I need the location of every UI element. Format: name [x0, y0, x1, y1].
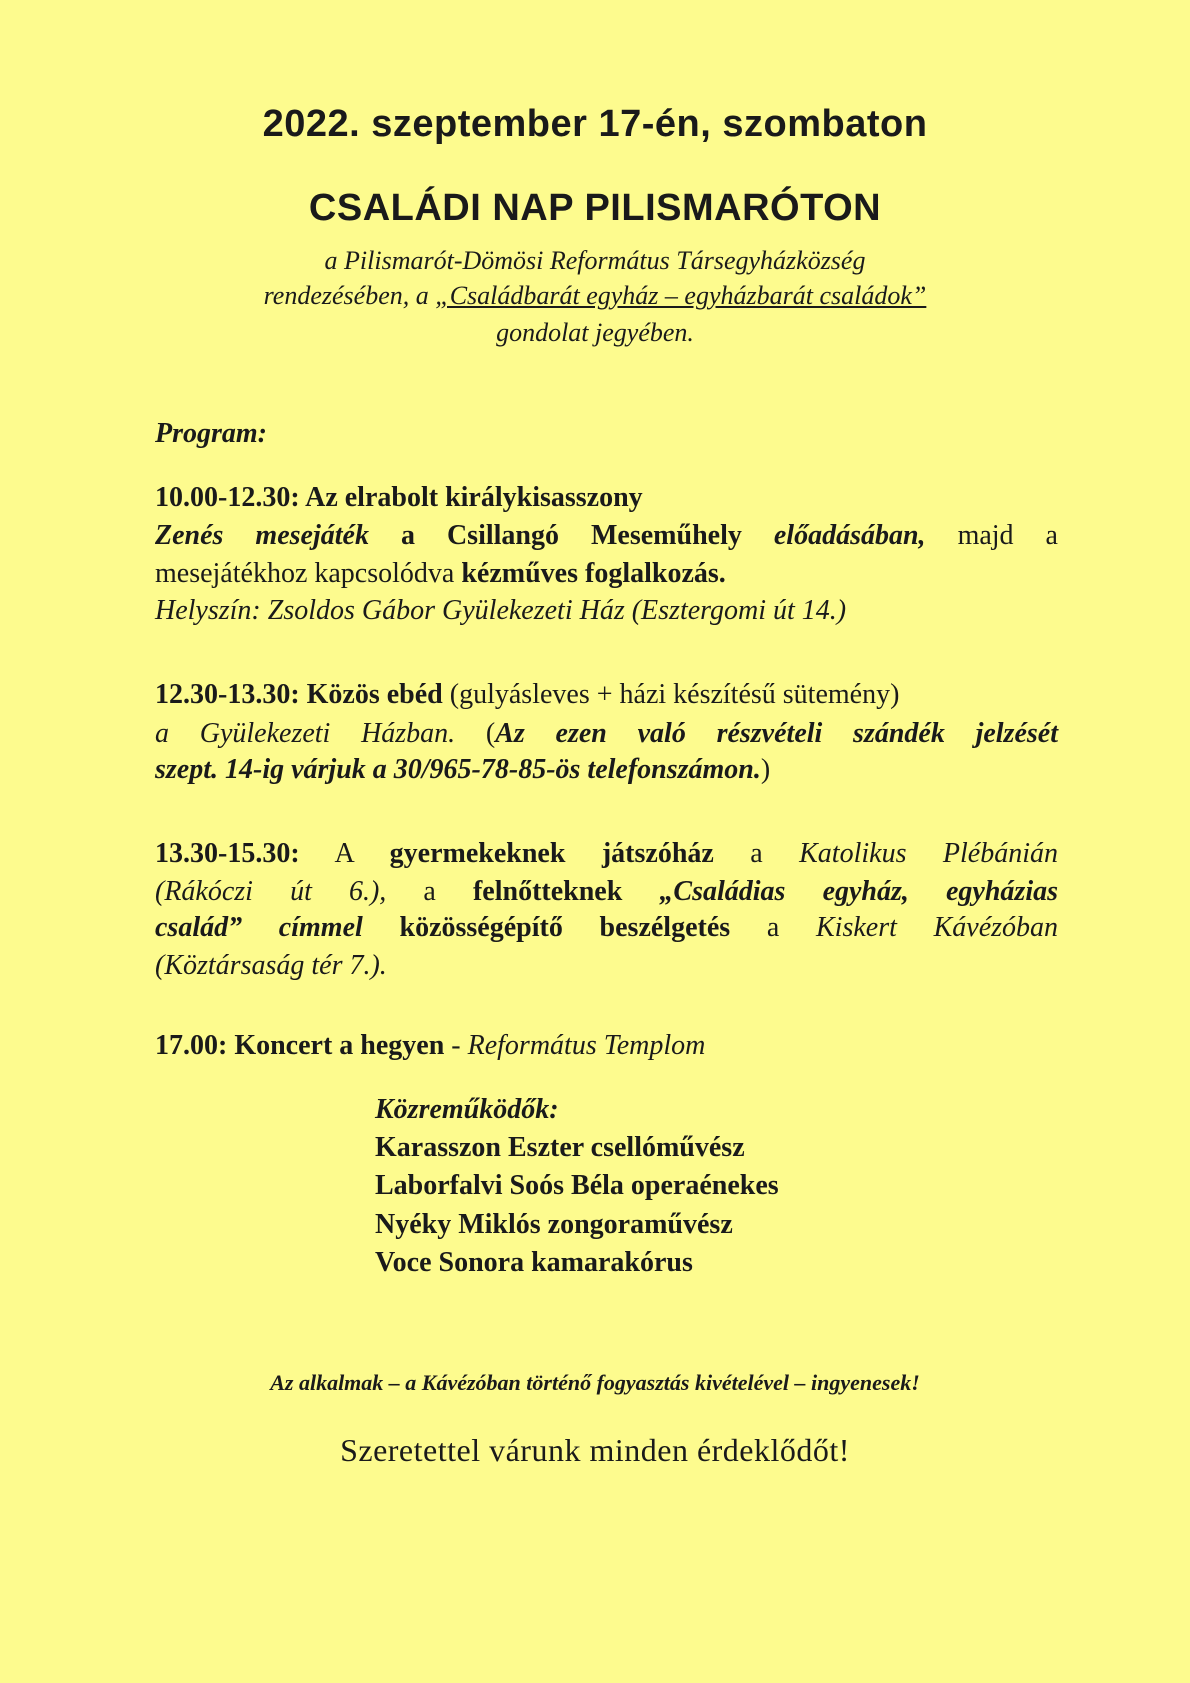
organizer-line: a Pilismarót-Dömösi Református Társegyházközség — [324, 246, 866, 275]
event-3-text-3: a — [386, 876, 473, 907]
performer-2: Laborfalvi Soós Béla operaénekes — [375, 1170, 779, 1201]
motto: „Családbarát egyház – egyházbarát családok” — [435, 281, 927, 310]
organizer-line-3: gondolat jegyében. — [496, 318, 694, 347]
event-4-venue: Református Templom — [467, 1030, 706, 1061]
event-3-line-3 — [155, 912, 1058, 944]
event-3-time: 13.30-15.30: — [155, 838, 300, 869]
event-1-title: Az elrabolt királykisasszony — [305, 482, 643, 513]
event-3-space — [622, 876, 659, 907]
event-3-cafe-address: (Köztársaság tér 7.). — [155, 950, 387, 981]
event-1-heading — [155, 484, 643, 512]
event-2-line-3 — [155, 756, 770, 784]
event-date: 2022. szeptember 17-én, szombaton — [262, 103, 928, 145]
performer-1: Karasszon Eszter csellóművész — [375, 1132, 745, 1163]
event-3-parish: Katolikus Plébánián — [799, 838, 1058, 869]
event-1-workshop: kézműves foglalkozás. — [461, 558, 726, 589]
event-2-location: a Gyülekezeti Házban. — [155, 718, 456, 749]
event-4-title: 17.00: Koncert a hegyen — [155, 1030, 445, 1061]
event-3-line-1 — [155, 838, 1058, 870]
event-3-address: (Rákóczi út 6.), — [155, 876, 387, 907]
event-1-location: Helyszín: Zsoldos Gábor Gyülekezeti Ház (Esztergomi út 14.) — [155, 595, 847, 626]
event-2-heading — [155, 681, 899, 709]
event-1-time: 10.00-12.30: — [155, 482, 306, 513]
event-3-adults: felnőtteknek — [472, 876, 623, 907]
event-1-line-2 — [155, 520, 1058, 552]
event-1-performance: előadásában, — [773, 520, 926, 551]
event-3-text: A — [299, 838, 390, 869]
event-3-talk-title: „Családias egyház, egyházias — [659, 876, 1059, 907]
event-2-time: 12.30-13.30: Közös ebéd — [155, 679, 443, 710]
event-2-paren: ( — [455, 718, 496, 749]
event-3-playhouse: gyermekeknek játszóház — [389, 838, 714, 869]
event-4-sep: - — [444, 1030, 468, 1061]
event-3-text-2: a — [713, 838, 800, 869]
event-4-heading — [155, 1032, 705, 1060]
program-heading: Program: — [155, 418, 267, 449]
event-3-text-4: a — [730, 912, 816, 943]
event-3-space-2 — [363, 912, 400, 943]
event-1-genre: Zenés mesejáték — [155, 520, 369, 551]
event-1-line-3 — [155, 560, 726, 588]
closing-invitation: Szeretettel várunk minden érdeklődőt! — [340, 1432, 850, 1468]
performer-4: Voce Sonora kamarakórus — [375, 1247, 693, 1278]
event-2-rsvp: Az ezen való részvételi szándék jelzését — [495, 718, 1058, 749]
event-3-talk: közösségépítő beszélgetés — [399, 912, 731, 943]
performers-label: Közreműködők: — [375, 1094, 559, 1125]
event-3-line-2 — [155, 876, 1058, 908]
organizer-line-2 — [0, 281, 1190, 311]
event-3-talk-title-2: család” címmel — [155, 912, 363, 943]
event-1-text: majd a — [925, 520, 1058, 551]
event-2-phone: szept. 14-ig várjuk a 30/965-78-85-ös telefonszámon. — [155, 754, 761, 785]
performer-3: Nyéky Miklós zongoraművész — [375, 1209, 733, 1240]
event-3-cafe: Kiskert Kávézóban — [816, 912, 1059, 943]
event-1-troupe: a Csillangó Meseműhely — [368, 520, 774, 551]
event-title: CSALÁDI NAP PILISMARÓTON — [308, 187, 882, 229]
event-1-text-2: mesejátékhoz kapcsolódva — [155, 558, 462, 589]
event-2-line-2 — [155, 718, 1058, 750]
event-2-menu: (gulyásleves + házi készítésű sütemény) — [442, 679, 900, 710]
free-admission-note: Az alkalmak – a Kávézóban történő fogyasztás kivételével – ingyenesek! — [270, 1370, 920, 1395]
event-2-paren-close: ) — [760, 754, 771, 785]
organizer-text: rendezésében, a — [263, 281, 436, 310]
